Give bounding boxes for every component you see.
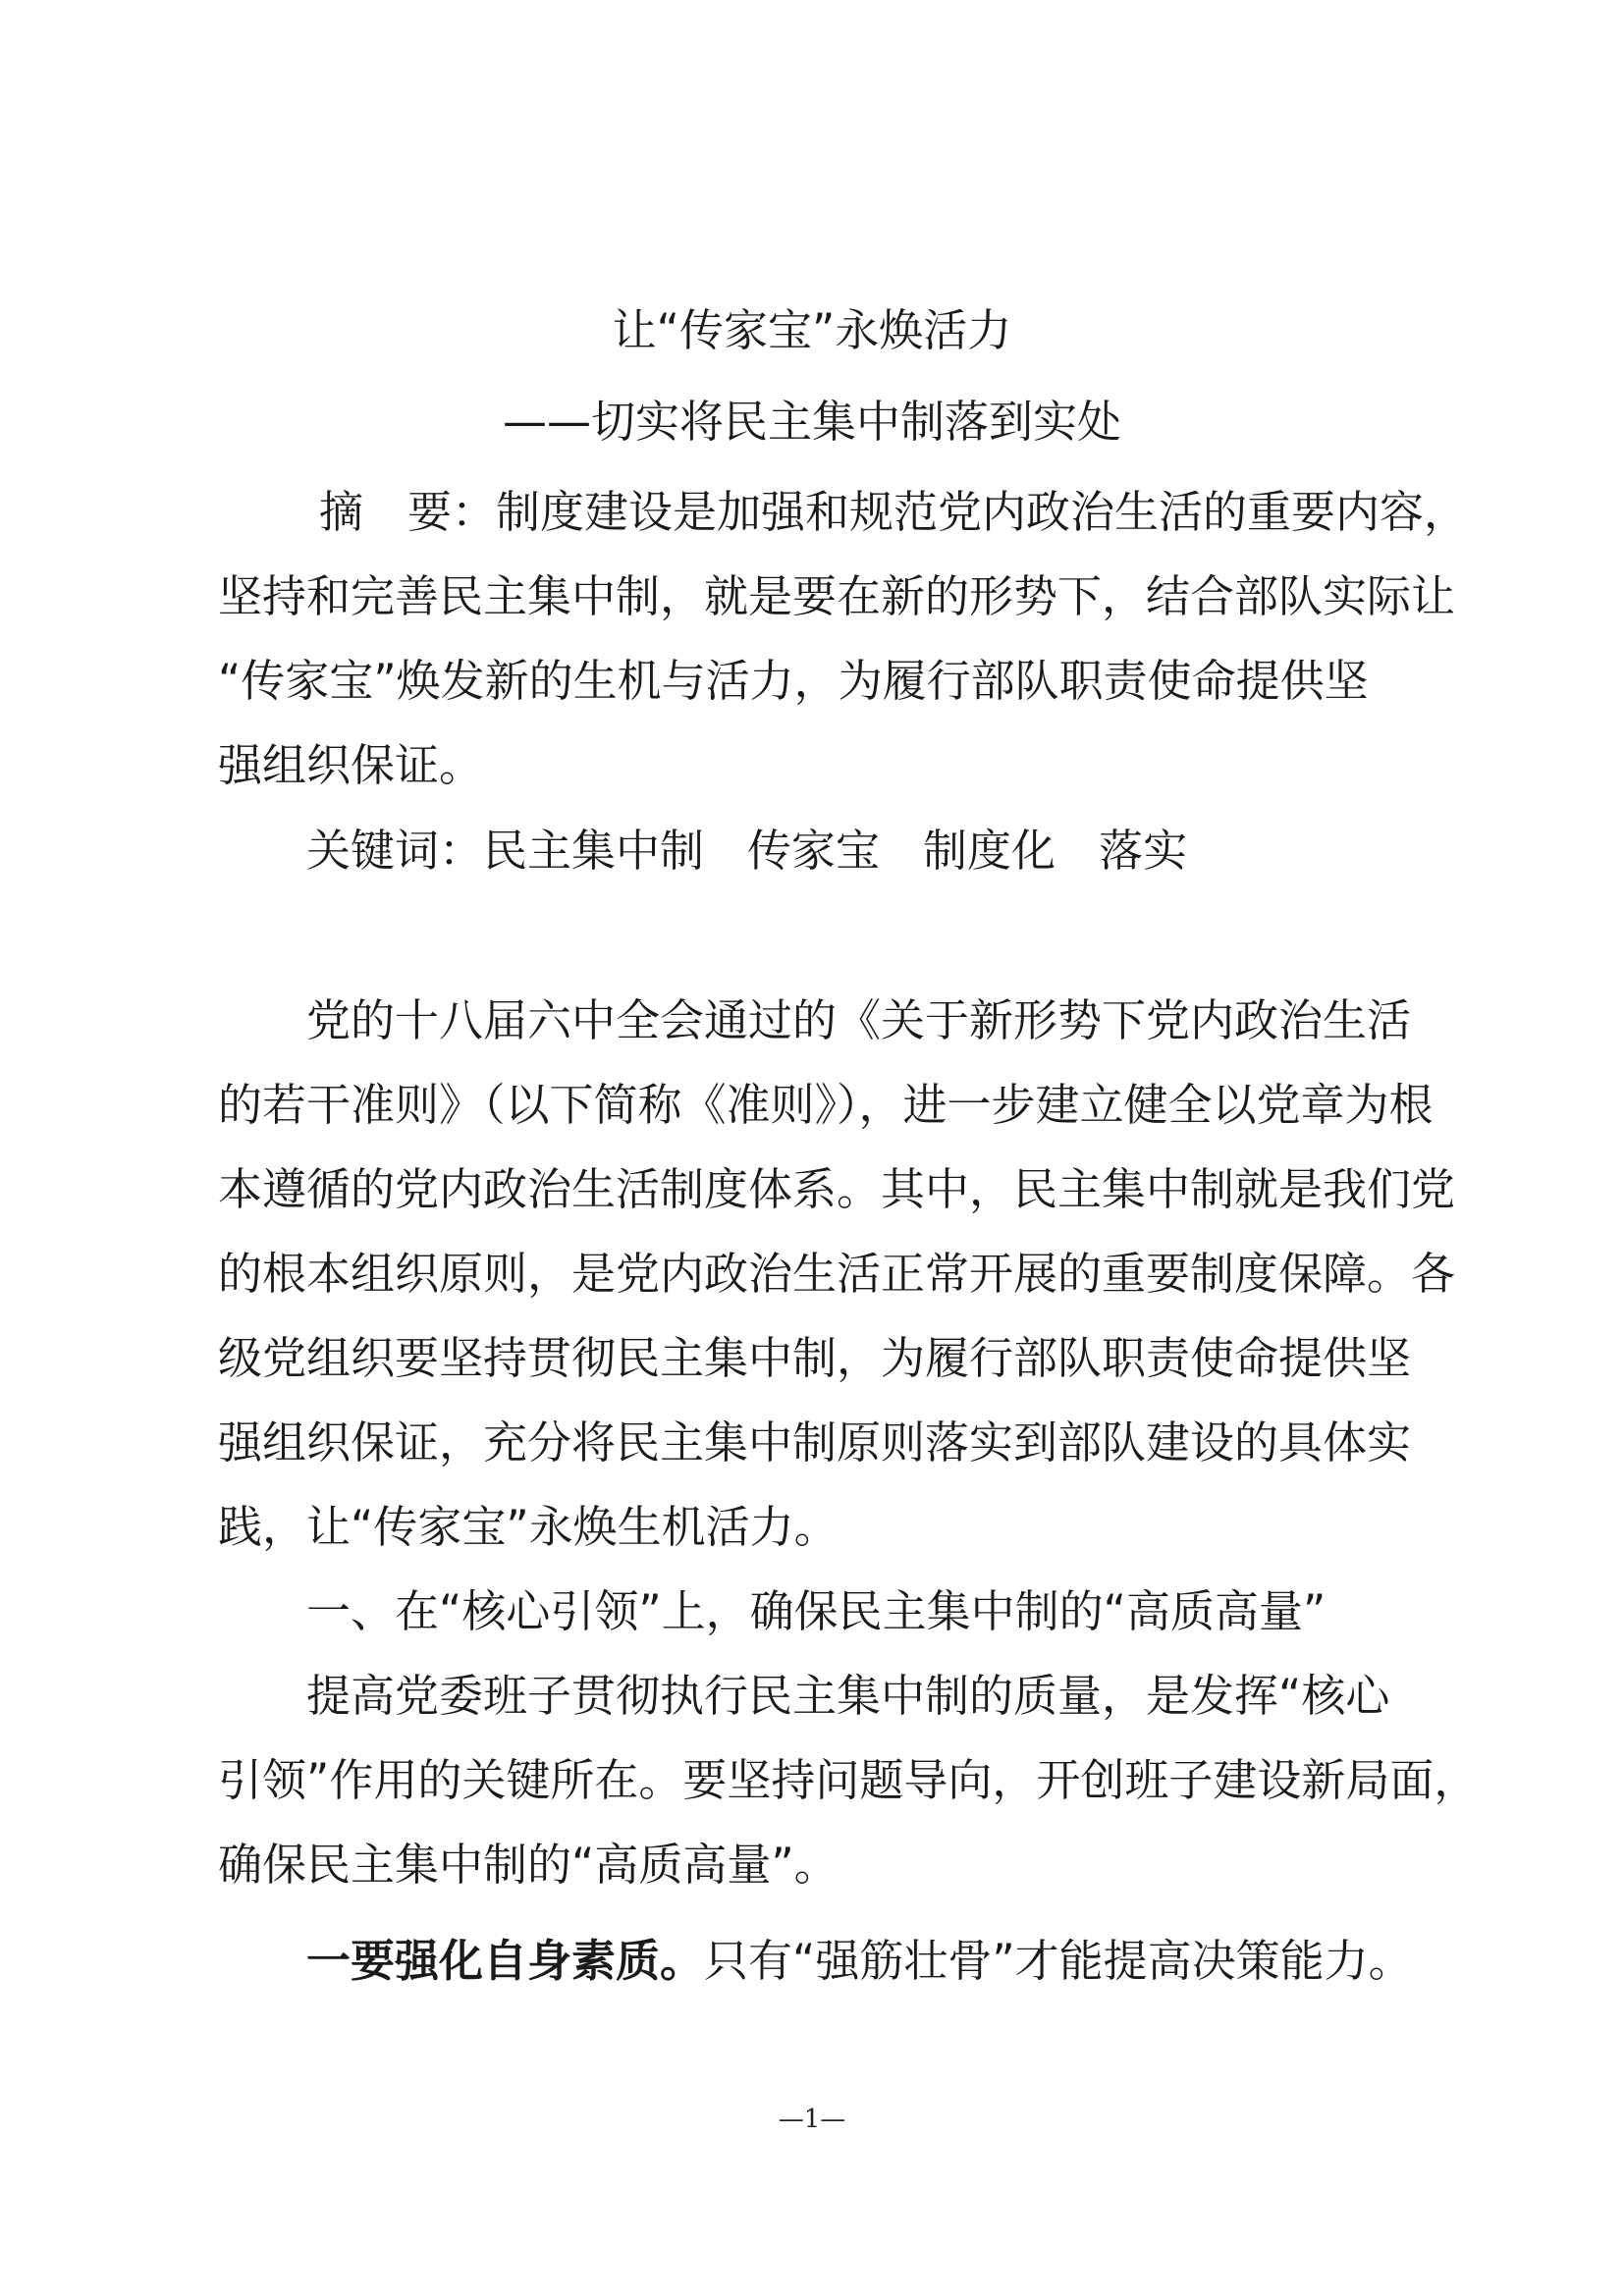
paragraph-line: 强组织保证，充分将民主集中制原则落实到部队建设的具体实	[218, 1416, 1412, 1468]
paragraph-line: 的若干准则》（以下简称《准则》），进一步建立健全以党章为根	[218, 1079, 1434, 1131]
paragraph-line: 党的十八届六中全会通过的《关于新形势下党内政治生活	[306, 994, 1412, 1046]
paragraph-text: 只有“强筋壮骨”才能提高决策能力。	[704, 1935, 1413, 1987]
document-subtitle: ——切实将民主集中制落到实处	[502, 396, 1121, 448]
paragraph-bold-lead: 一要强化自身素质。	[306, 1935, 705, 1987]
abstract-line-1	[319, 483, 1469, 542]
keyword-item: 落实	[1099, 825, 1188, 877]
paragraph-line: 引领”作用的关键所在。要坚持问题导向，开创班子建设新局面，	[218, 1754, 1479, 1806]
keyword-item: 民主集中制	[483, 825, 705, 877]
body-paragraph-3	[306, 1932, 1426, 1991]
paragraph-line: 本遵循的党内政治生活制度体系。其中，民主集中制就是我们党	[218, 1163, 1456, 1215]
paragraph-line: 提高党委班子贯彻执行民主集中制的质量，是发挥“核心	[306, 1670, 1390, 1722]
section-heading-1: 一、在“核心引领”上，确保民主集中制的“高质高量”	[306, 1585, 1326, 1637]
paragraph-line: 的根本组织原则，是党内政治生活正常开展的重要制度保障。各	[218, 1248, 1456, 1300]
keywords-line	[306, 822, 1514, 881]
abstract-line-3: “传家宝”焕发新的生机与活力，为履行部队职责使命提供坚	[218, 655, 1369, 707]
abstract-line-2: 坚持和完善民主集中制，就是要在新的形势下，结合部队实际让	[218, 570, 1456, 622]
document-title: 让“传家宝”永焕活力	[612, 304, 1012, 356]
abstract-label: 摘 要：	[319, 486, 497, 538]
keyword-item: 制度化	[923, 825, 1056, 877]
abstract-text: 制度建设是加强和规范党内政治生活的重要内容，	[496, 486, 1469, 538]
keywords-label: 关键词：	[306, 825, 484, 877]
paragraph-line: 践，让“传家宝”永焕生机活力。	[218, 1501, 839, 1553]
abstract-line-4: 强组织保证。	[218, 739, 484, 791]
page-number: —1—	[778, 2105, 846, 2134]
keyword-item: 传家宝	[747, 825, 881, 877]
paragraph-line: 确保民主集中制的“高质高量”。	[218, 1839, 839, 1891]
paragraph-line: 级党组织要坚持贯彻民主集中制，为履行部队职责使命提供坚	[218, 1332, 1412, 1384]
